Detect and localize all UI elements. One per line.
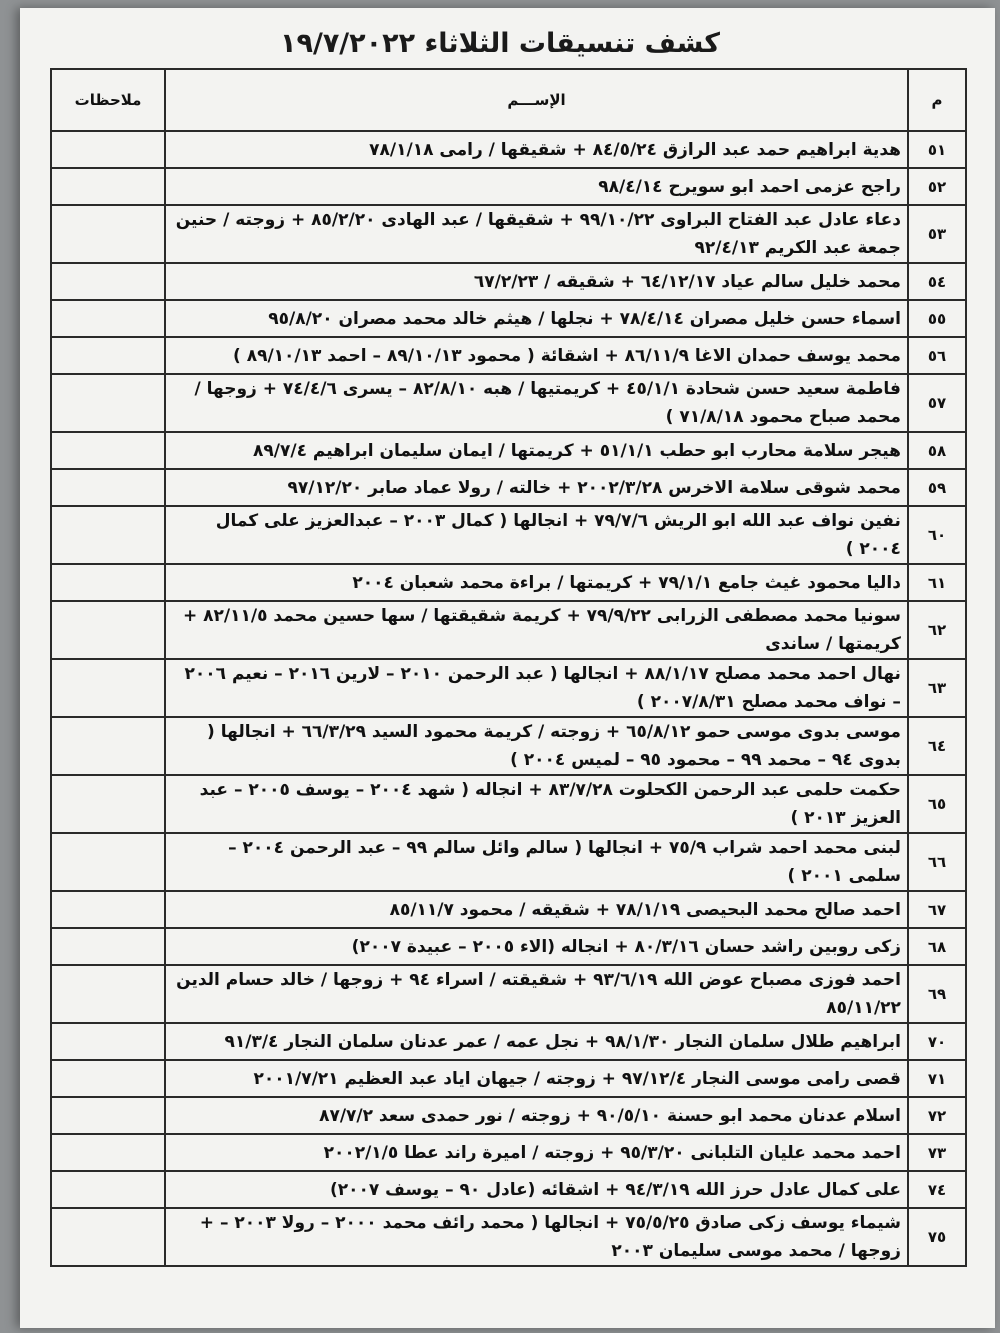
row-number: ٥٦ bbox=[908, 337, 966, 374]
row-name: قصى رامى موسى النجار ٩٧/١٢/٤ + زوجته / جيهان اياد عبد العظيم ٢٠٠١/٧/٢١ bbox=[165, 1060, 908, 1097]
table-row bbox=[51, 928, 966, 965]
table-row bbox=[51, 601, 966, 659]
row-name: ابراهيم طلال سلمان النجار ٩٨/١/٣٠ + نجل عمه / عمر عدنان سلمان النجار ٩١/٣/٤ bbox=[165, 1023, 908, 1060]
row-notes bbox=[51, 300, 165, 337]
row-number: ٧٥ bbox=[908, 1208, 966, 1266]
row-name: فاطمة سعيد حسن شحادة ٤٥/١/١ + كريمتيها / هبه ٨٢/٨/١٠ – يسرى ٧٤/٤/٦ + زوجها / محمد صباح محمود ٧١/٨/١٨ ) bbox=[165, 374, 908, 432]
row-number: ٦٧ bbox=[908, 891, 966, 928]
row-number: ٧٠ bbox=[908, 1023, 966, 1060]
table-row bbox=[51, 775, 966, 833]
row-name: سونيا محمد مصطفى الزرابى ٧٩/٩/٢٢ + كريمة شقيقتها / سها حسين محمد ٨٢/١١/٥ + كريمتها / ساندى bbox=[165, 601, 908, 659]
row-notes bbox=[51, 928, 165, 965]
table-row bbox=[51, 506, 966, 564]
row-notes bbox=[51, 131, 165, 168]
row-notes bbox=[51, 337, 165, 374]
row-name: زكى روبين راشد حسان ٨٠/٣/١٦ + انجاله (الاء ٢٠٠٥ – عبيدة ٢٠٠٧) bbox=[165, 928, 908, 965]
row-name: محمد شوقى سلامة الاخرس ٢٠٠٢/٣/٢٨ + خالته / رولا عماد صابر ٩٧/١٢/٢٠ bbox=[165, 469, 908, 506]
table-row bbox=[51, 1171, 966, 1208]
table-row bbox=[51, 717, 966, 775]
table-row bbox=[51, 1208, 966, 1266]
row-number: ٥٨ bbox=[908, 432, 966, 469]
row-name: محمد خليل سالم عياد ٦٤/١٢/١٧ + شقيقه / ٦٧/٢/٢٣ bbox=[165, 263, 908, 300]
table-row bbox=[51, 300, 966, 337]
row-number: ٦٦ bbox=[908, 833, 966, 891]
row-notes bbox=[51, 1208, 165, 1266]
row-name: دعاء عادل عبد الفتاح البراوى ٩٩/١٠/٢٢ + شقيقها / عبد الهادى ٨٥/٢/٢٠ + زوجته / حنين جمعة عبد الكريم ٩٢/٤/١٣ bbox=[165, 205, 908, 263]
row-number: ٥٣ bbox=[908, 205, 966, 263]
row-notes bbox=[51, 263, 165, 300]
row-notes bbox=[51, 833, 165, 891]
row-number: ٧٤ bbox=[908, 1171, 966, 1208]
row-name: نفين نواف عبد الله ابو الريش ٧٩/٧/٦ + انجالها ( كمال ٢٠٠٣ – عبدالعزيز على كمال ٢٠٠٤ ) bbox=[165, 506, 908, 564]
row-notes bbox=[51, 205, 165, 263]
row-number: ٦٠ bbox=[908, 506, 966, 564]
row-notes bbox=[51, 564, 165, 601]
table-row bbox=[51, 1097, 966, 1134]
row-notes bbox=[51, 775, 165, 833]
row-number: ٥٤ bbox=[908, 263, 966, 300]
row-name: احمد فوزى مصباح عوض الله ٩٣/٦/١٩ + شقيقته / اسراء ٩٤ + زوجها / خالد حسام الدين ٨٥/١١/٢٢ bbox=[165, 965, 908, 1023]
row-name: اسلام عدنان محمد ابو حسنة ٩٠/٥/١٠ + زوجته / نور حمدى سعد ٨٧/٧/٢ bbox=[165, 1097, 908, 1134]
row-number: ٦٣ bbox=[908, 659, 966, 717]
row-number: ٦٢ bbox=[908, 601, 966, 659]
row-notes bbox=[51, 601, 165, 659]
row-number: ٥١ bbox=[908, 131, 966, 168]
table-row bbox=[51, 965, 966, 1023]
row-name: على كمال عادل حرز الله ٩٤/٣/١٩ + اشقائه (عادل ٩٠ – يوسف ٢٠٠٧) bbox=[165, 1171, 908, 1208]
row-name: احمد محمد عليان التلبانى ٩٥/٣/٢٠ + زوجته / اميرة راند عطا ٢٠٠٢/١/٥ bbox=[165, 1134, 908, 1171]
coordination-table bbox=[50, 68, 967, 1267]
row-notes bbox=[51, 891, 165, 928]
row-number: ٥٥ bbox=[908, 300, 966, 337]
row-notes bbox=[51, 374, 165, 432]
row-number: ٥٩ bbox=[908, 469, 966, 506]
table-header-row bbox=[51, 69, 966, 131]
row-name: شيماء يوسف زكى صادق ٧٥/٥/٢٥ + انجالها ( محمد رائف محمد ٢٠٠٠ – رولا ٢٠٠٣ – + زوجها / محمد موسى سليمان ٢٠٠٣ bbox=[165, 1208, 908, 1266]
table-row bbox=[51, 659, 966, 717]
row-name: احمد صالح محمد البحيصى ٧٨/١/١٩ + شقيقه / محمود ٨٥/١١/٧ bbox=[165, 891, 908, 928]
table-row bbox=[51, 1023, 966, 1060]
row-name: حكمت حلمى عبد الرحمن الكحلوت ٨٣/٧/٢٨ + انجاله ( شهد ٢٠٠٤ – يوسف ٢٠٠٥ – عبد العزيز ٢٠١٣ ) bbox=[165, 775, 908, 833]
row-notes bbox=[51, 506, 165, 564]
row-notes bbox=[51, 717, 165, 775]
row-name: نهال احمد محمد مصلح ٨٨/١/١٧ + انجالها ( عبد الرحمن ٢٠١٠ – لارين ٢٠١٦ – نعيم ٢٠٠٦ – نواف محمد مصلح ٢٠٠٧/٨/٣١ ) bbox=[165, 659, 908, 717]
page-title: كشف تنسيقات الثلاثاء ١٩/٧/٢٠٢٢ bbox=[280, 28, 720, 59]
table-row bbox=[51, 374, 966, 432]
row-name: داليا محمود غيث جامع ٧٩/١/١ + كريمتها / براءة محمد شعبان ٢٠٠٤ bbox=[165, 564, 908, 601]
table-row bbox=[51, 432, 966, 469]
table-row bbox=[51, 263, 966, 300]
row-number: ٦٨ bbox=[908, 928, 966, 965]
row-number: ٦٩ bbox=[908, 965, 966, 1023]
table-row bbox=[51, 469, 966, 506]
row-notes bbox=[51, 1023, 165, 1060]
header-name: الإســـم bbox=[165, 69, 908, 131]
row-notes bbox=[51, 1134, 165, 1171]
row-notes bbox=[51, 1171, 165, 1208]
row-name: موسى بدوى موسى حمو ٦٥/٨/١٢ + زوجته / كريمة محمود السيد ٦٦/٣/٢٩ + انجالها ( بدوى ٩٤ – محمد ٩٩ – محمود ٩٥ – لميس ٢٠٠٤ ) bbox=[165, 717, 908, 775]
row-notes bbox=[51, 469, 165, 506]
row-number: ٧١ bbox=[908, 1060, 966, 1097]
row-notes bbox=[51, 965, 165, 1023]
row-number: ٦١ bbox=[908, 564, 966, 601]
row-number: ٧٣ bbox=[908, 1134, 966, 1171]
row-notes bbox=[51, 168, 165, 205]
header-num: م bbox=[908, 69, 966, 131]
row-notes bbox=[51, 659, 165, 717]
row-number: ٥٢ bbox=[908, 168, 966, 205]
table-row bbox=[51, 833, 966, 891]
table-row bbox=[51, 1134, 966, 1171]
row-name: هدية ابراهيم حمد عبد الرازق ٨٤/٥/٢٤ + شقيقها / رامى ٧٨/١/١٨ bbox=[165, 131, 908, 168]
table-row bbox=[51, 891, 966, 928]
table-row bbox=[51, 131, 966, 168]
row-notes bbox=[51, 1060, 165, 1097]
table-row bbox=[51, 168, 966, 205]
table-row bbox=[51, 205, 966, 263]
table-row bbox=[51, 564, 966, 601]
row-number: ٧٢ bbox=[908, 1097, 966, 1134]
row-name: هيجر سلامة محارب ابو حطب ٥١/١/١ + كريمتها / ايمان سليمان ابراهيم ٨٩/٧/٤ bbox=[165, 432, 908, 469]
table-row bbox=[51, 337, 966, 374]
header-notes: ملاحظات bbox=[51, 69, 165, 131]
row-name: لبنى محمد احمد شراب ٧٥/٩ + انجالها ( سالم وائل سالم ٩٩ – عبد الرحمن ٢٠٠٤ – سلمى ٢٠٠١ ) bbox=[165, 833, 908, 891]
row-number: ٥٧ bbox=[908, 374, 966, 432]
row-name: راجح عزمى احمد ابو سويرح ٩٨/٤/١٤ bbox=[165, 168, 908, 205]
row-number: ٦٥ bbox=[908, 775, 966, 833]
row-name: محمد يوسف حمدان الاغا ٨٦/١١/٩ + اشقائة ( محمود ٨٩/١٠/١٣ – احمد ٨٩/١٠/١٣ ) bbox=[165, 337, 908, 374]
row-number: ٦٤ bbox=[908, 717, 966, 775]
table-row bbox=[51, 1060, 966, 1097]
row-notes bbox=[51, 432, 165, 469]
row-name: اسماء حسن خليل مصران ٧٨/٤/١٤ + نجلها / هيثم خالد محمد مصران ٩٥/٨/٢٠ bbox=[165, 300, 908, 337]
row-notes bbox=[51, 1097, 165, 1134]
